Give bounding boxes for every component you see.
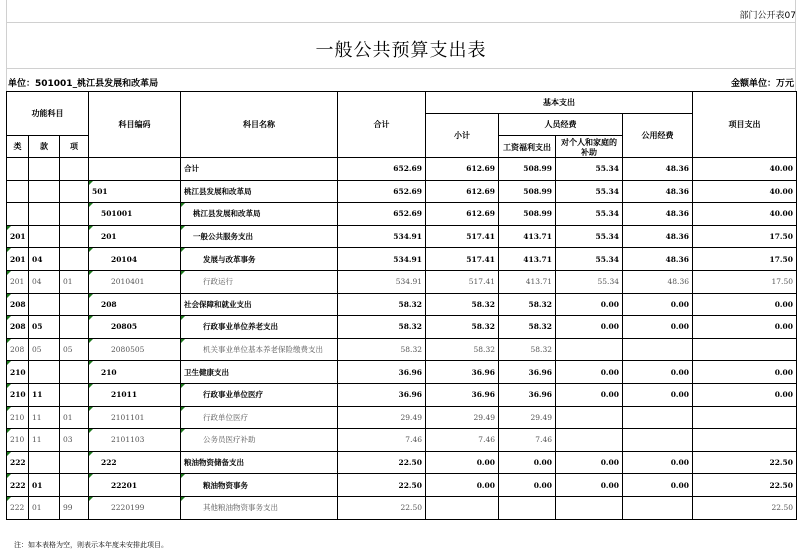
form-number: 部门公开表07 [739,11,796,21]
cell-xiang [60,225,89,248]
cell-lei [7,158,29,181]
cell-kuan: 11 [29,406,60,429]
cell-xiang [60,316,89,339]
cell-subtotal: 517.41 [426,248,499,271]
cell-wages: 413.71 [499,225,556,248]
cell-subtotal: 0.00 [426,474,499,497]
wages-header: 工资福利支出 [499,136,556,158]
cell-wages: 36.96 [499,383,556,406]
cell-project: 0.00 [693,361,797,384]
cell-project: 17.50 [693,225,797,248]
cell-subtotal: 0.00 [426,451,499,474]
cell-subsidy: 0.00 [556,316,623,339]
cell-subtotal: 58.32 [426,316,499,339]
cell-lei: 210 [7,406,29,429]
cell-project: 40.00 [693,180,797,203]
cell-public [623,338,693,361]
cell-kuan: 11 [29,429,60,452]
cell-wages: 58.32 [499,316,556,339]
cell-name: 行政事业单位医疗 [181,383,338,406]
cell-xiang [60,158,89,181]
cell-project: 22.50 [693,496,797,519]
cell-total: 36.96 [338,361,426,384]
cell-total: 22.50 [338,496,426,519]
cell-project: 0.00 [693,383,797,406]
unit-label: 单位：501001_桃江县发展和改革局 [8,79,159,89]
cell-wages: 508.99 [499,158,556,181]
cell-name: 发展与改革事务 [181,248,338,271]
cell-subsidy: 0.00 [556,383,623,406]
cell-name: 其他粮油物资事务支出 [181,496,338,519]
cell-lei: 222 [7,474,29,497]
cell-lei [7,180,29,203]
cell-subsidy: 55.34 [556,270,623,293]
cell-lei: 222 [7,496,29,519]
amount-unit-label: 金额单位：万元 [730,79,794,89]
cell-kuan [29,180,60,203]
cell-public: 0.00 [623,293,693,316]
cell-project: 22.50 [693,474,797,497]
cell-subtotal: 517.41 [426,225,499,248]
cell-total: 58.32 [338,338,426,361]
table-row [7,270,797,293]
cell-public: 48.36 [623,225,693,248]
cell-public: 48.36 [623,248,693,271]
cell-code: 20805 [89,316,181,339]
cell-wages: 29.49 [499,406,556,429]
cell-total: 652.69 [338,158,426,181]
divider-line [6,22,796,23]
basic-expenditure-header: 基本支出 [426,92,693,114]
xiang-header: 项 [60,136,89,158]
cell-subsidy: 55.34 [556,225,623,248]
cell-name: 桃江县发展和改革局 [181,203,338,226]
cell-wages: 36.96 [499,361,556,384]
cell-lei: 208 [7,293,29,316]
cell-subtotal: 36.96 [426,383,499,406]
cell-xiang: 05 [60,338,89,361]
kuan-header: 款 [29,136,60,158]
cell-name: 卫生健康支出 [181,361,338,384]
cell-subsidy: 55.34 [556,203,623,226]
cell-subtotal: 612.69 [426,203,499,226]
table-row [7,203,797,226]
table-row [7,451,797,474]
footnote: 注：如本表格为空，则表示本年度未安排此项目。 [14,541,168,549]
table-row [7,338,797,361]
cell-code: 2101103 [89,429,181,452]
cell-project: 0.00 [693,293,797,316]
public-funds-header: 公用经费 [623,114,693,158]
cell-code: 210 [89,361,181,384]
cell-subtotal: 612.69 [426,180,499,203]
cell-code: 21011 [89,383,181,406]
cell-lei [7,203,29,226]
cell-xiang: 01 [60,270,89,293]
cell-subsidy: 55.34 [556,248,623,271]
cell-name: 桃江县发展和改革局 [181,180,338,203]
cell-kuan [29,203,60,226]
cell-kuan: 01 [29,496,60,519]
cell-total: 22.50 [338,474,426,497]
cell-wages: 508.99 [499,203,556,226]
divider-line [6,68,796,69]
table-row [7,383,797,406]
cell-total: 58.32 [338,316,426,339]
cell-public: 48.36 [623,158,693,181]
cell-code: 201 [89,225,181,248]
table-row [7,225,797,248]
table-row [7,180,797,203]
cell-public: 0.00 [623,316,693,339]
table-row [7,248,797,271]
cell-name: 合计 [181,158,338,181]
cell-name: 行政运行 [181,270,338,293]
cell-kuan [29,158,60,181]
cell-total: 22.50 [338,451,426,474]
cell-kuan: 04 [29,248,60,271]
cell-kuan: 05 [29,316,60,339]
cell-subtotal [426,496,499,519]
table-row [7,293,797,316]
cell-subtotal: 58.32 [426,338,499,361]
cell-code: 2080505 [89,338,181,361]
table-row [7,474,797,497]
cell-wages: 58.32 [499,293,556,316]
cell-subsidy: 0.00 [556,474,623,497]
cell-kuan: 05 [29,338,60,361]
table-row [7,406,797,429]
cell-total: 652.69 [338,203,426,226]
cell-code: 20104 [89,248,181,271]
cell-wages [499,496,556,519]
cell-xiang [60,474,89,497]
cell-code: 501001 [89,203,181,226]
cell-subtotal: 29.49 [426,406,499,429]
cell-total: 7.46 [338,429,426,452]
cell-subsidy [556,496,623,519]
cell-subtotal: 36.96 [426,361,499,384]
cell-code: 501 [89,180,181,203]
cell-subsidy: 55.34 [556,180,623,203]
cell-lei: 201 [7,270,29,293]
cell-kuan: 11 [29,383,60,406]
cell-subtotal: 517.41 [426,270,499,293]
table-row [7,496,797,519]
cell-public: 0.00 [623,383,693,406]
cell-xiang: 03 [60,429,89,452]
cell-xiang: 01 [60,406,89,429]
cell-project [693,406,797,429]
cell-wages: 7.46 [499,429,556,452]
cell-wages: 58.32 [499,338,556,361]
cell-project: 40.00 [693,203,797,226]
cell-lei: 222 [7,451,29,474]
cell-wages: 0.00 [499,451,556,474]
cell-project [693,338,797,361]
cell-subtotal: 612.69 [426,158,499,181]
cell-subtotal: 58.32 [426,293,499,316]
subtotal-header: 小计 [426,114,499,158]
cell-lei: 208 [7,316,29,339]
cell-project: 40.00 [693,158,797,181]
cell-kuan [29,293,60,316]
cell-subsidy: 0.00 [556,451,623,474]
cell-subsidy: 0.00 [556,293,623,316]
cell-xiang [60,361,89,384]
cell-lei: 208 [7,338,29,361]
cell-public [623,496,693,519]
cell-subsidy [556,429,623,452]
cell-public: 48.36 [623,270,693,293]
cell-project: 17.50 [693,248,797,271]
cell-name: 公务员医疗补助 [181,429,338,452]
cell-total: 534.91 [338,248,426,271]
cell-lei: 201 [7,248,29,271]
cell-name: 一般公共服务支出 [181,225,338,248]
cell-kuan [29,451,60,474]
cell-code: 208 [89,293,181,316]
cell-name: 粮油物资事务 [181,474,338,497]
cell-code: 2101101 [89,406,181,429]
cell-name: 社会保障和就业支出 [181,293,338,316]
cell-kuan [29,361,60,384]
subject-code-header: 科目编码 [89,92,181,158]
cell-project: 17.50 [693,270,797,293]
cell-public: 48.36 [623,203,693,226]
cell-subsidy: 55.34 [556,158,623,181]
cell-code: 2010401 [89,270,181,293]
cell-wages: 0.00 [499,474,556,497]
cell-project: 22.50 [693,451,797,474]
cell-subsidy [556,338,623,361]
subsidy-header: 对个人和家庭的补助 [556,136,623,158]
cell-project: 0.00 [693,316,797,339]
cell-kuan: 04 [29,270,60,293]
cell-total: 652.69 [338,180,426,203]
cell-public [623,406,693,429]
cell-public: 0.00 [623,451,693,474]
expenditure-table [6,91,797,520]
cell-name: 粮油物资储备支出 [181,451,338,474]
cell-code: 22201 [89,474,181,497]
cell-total: 58.32 [338,293,426,316]
cell-lei: 210 [7,361,29,384]
cell-total: 534.91 [338,225,426,248]
subject-name-header: 科目名称 [181,92,338,158]
cell-public [623,429,693,452]
cell-public: 0.00 [623,474,693,497]
cell-public: 48.36 [623,180,693,203]
cell-wages: 413.71 [499,248,556,271]
cell-code: 222 [89,451,181,474]
cell-name: 行政事业单位养老支出 [181,316,338,339]
cell-xiang [60,451,89,474]
cell-xiang [60,248,89,271]
func-subject-header: 功能科目 [7,92,89,136]
personnel-header: 人员经费 [499,114,623,136]
cell-subsidy [556,406,623,429]
cell-name: 机关事业单位基本养老保险缴费支出 [181,338,338,361]
cell-total: 36.96 [338,383,426,406]
cell-total: 534.91 [338,270,426,293]
total-header: 合计 [338,92,426,158]
project-expenditure-header: 项目支出 [693,92,797,158]
cell-wages: 508.99 [499,180,556,203]
table-row [7,429,797,452]
table-row [7,316,797,339]
table-row [7,158,797,181]
cell-public: 0.00 [623,361,693,384]
table-row [7,361,797,384]
cell-kuan: 01 [29,474,60,497]
cell-lei: 210 [7,429,29,452]
cell-project [693,429,797,452]
cell-code [89,158,181,181]
page-title: 一般公共预算支出表 [315,40,487,61]
cell-xiang [60,293,89,316]
lei-header: 类 [7,136,29,158]
cell-xiang [60,203,89,226]
cell-lei: 210 [7,383,29,406]
cell-xiang: 99 [60,496,89,519]
cell-subsidy: 0.00 [556,361,623,384]
cell-xiang [60,180,89,203]
cell-code: 2220199 [89,496,181,519]
cell-kuan [29,225,60,248]
cell-wages: 413.71 [499,270,556,293]
cell-total: 29.49 [338,406,426,429]
cell-name: 行政单位医疗 [181,406,338,429]
cell-xiang [60,383,89,406]
cell-lei: 201 [7,225,29,248]
cell-subtotal: 7.46 [426,429,499,452]
